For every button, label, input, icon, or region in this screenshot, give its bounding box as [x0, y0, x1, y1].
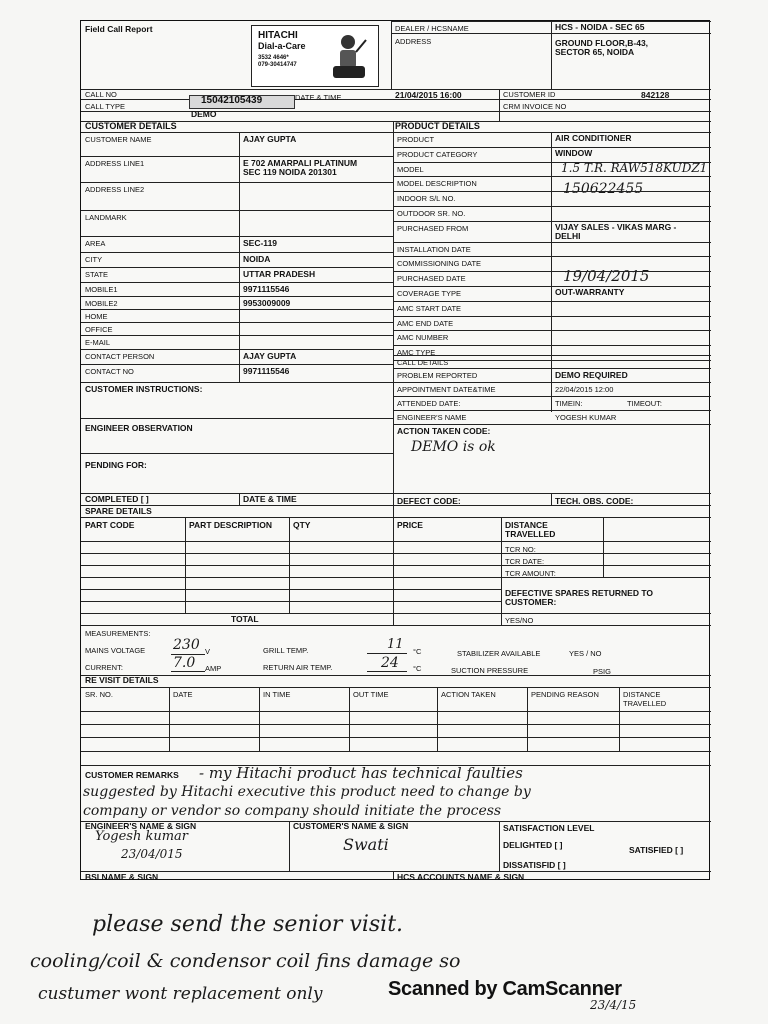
grill-temp-unit: °C — [413, 647, 422, 656]
customer-customer-name-value: AJAY GUPTA — [243, 134, 297, 144]
revisit-header-travelled: TRAVELLED — [623, 699, 667, 708]
remarks-line-2: suggested by Hitachi executive this product need to change by — [83, 784, 531, 800]
customer-city-value: NOIDA — [243, 254, 271, 264]
form-title: Field Call Report — [85, 24, 153, 34]
product-installation-date-label: INSTALLATION DATE — [397, 244, 471, 254]
spare-details-title: SPARE DETAILS — [85, 506, 152, 516]
return-air-temp-label: RETURN AIR TEMP. — [263, 663, 333, 672]
attended-date-label: ATTENDED DATE: — [397, 399, 461, 408]
logo-phone-2: 079-30414747 — [258, 62, 297, 68]
remarks-line-1: - my Hitachi product has technical faulties — [199, 764, 523, 782]
call-type-label: CALL TYPE — [85, 102, 126, 111]
delighted-checkbox[interactable]: DELIGHTED [ ] — [503, 840, 563, 850]
revisit-header-in-time: IN TIME — [263, 690, 291, 699]
revisit-header-pending-reason: PENDING REASON — [531, 690, 599, 699]
defective-yes-no[interactable]: YES/NO — [505, 616, 534, 625]
technician-mascot-icon — [328, 32, 370, 82]
customer-state-value: UTTAR PRADESH — [243, 269, 316, 279]
grill-temp-label: GRILL TEMP. — [263, 646, 309, 655]
spare-header-price: PRICE — [397, 520, 423, 530]
hcs-accounts-sign-label: HCS ACCOUNTS NAME & SIGN — [397, 872, 525, 882]
customer-landmark-label: LANDMARK — [85, 213, 127, 222]
customer-area-value: SEC-119 — [243, 238, 278, 248]
customer-address-line2-label: ADDRESS LINE2 — [85, 185, 145, 194]
customer-id-label: CUSTOMER ID — [503, 90, 556, 99]
date-time-value: 21/04/2015 16:00 — [395, 90, 462, 100]
product-purchased-from-value-2: DELHI — [555, 230, 581, 241]
customer-mobile1-label: MOBILE1 — [85, 285, 118, 294]
tech-obs-code-label: TECH. OBS. CODE: — [555, 496, 634, 506]
mains-voltage-unit: V — [205, 647, 211, 656]
product-amc-start-date-label: AMC START DATE — [397, 303, 462, 313]
tcr-date-label: TCR DATE: — [505, 557, 545, 566]
camscanner-watermark: Scanned by CamScanner — [388, 978, 622, 1000]
engineer-name-label: ENGINEER'S NAME — [397, 413, 467, 422]
spare-total-label: TOTAL — [231, 614, 259, 624]
product-product-category-label: PRODUCT CATEGORY — [397, 149, 478, 159]
customer-office-label: OFFICE — [85, 325, 113, 334]
engineer-sign-date: 23/04/015 — [121, 847, 183, 861]
product-purchased-from-label: PURCHASED FROM — [397, 223, 469, 233]
action-taken-label: ACTION TAKEN CODE: — [397, 426, 491, 436]
customer-contact-no-label: CONTACT NO — [85, 367, 134, 376]
revisit-header-date: DATE — [173, 690, 193, 699]
completed-date-time-label: DATE & TIME — [243, 494, 297, 504]
date-time-label: DATE & TIME — [295, 93, 342, 102]
product-product-category-value: WINDOW — [555, 147, 593, 158]
logo-service: Dial-a-Care — [258, 41, 306, 51]
satisfaction-level-label: SATISFACTION LEVEL — [503, 823, 595, 833]
hitachi-logo-box — [251, 25, 379, 87]
address-line-2: SECTOR 65, NOIDA — [555, 47, 635, 57]
revisit-title: RE VISIT DETAILS — [85, 675, 159, 685]
product-section-title: PRODUCT DETAILS — [395, 121, 480, 131]
defective-spares-label-2: CUSTOMER: — [505, 597, 557, 607]
product-product-value: AIR CONDITIONER — [555, 133, 632, 143]
bottom-note-line-1: please send the senior visit. — [92, 912, 404, 937]
customer-remarks-label: CUSTOMER REMARKS — [85, 770, 179, 780]
product-purchased-from-value: VIJAY SALES - VIKAS MARG - — [555, 221, 677, 232]
current-label: CURRENT: — [85, 663, 123, 672]
defect-code-label: DEFECT CODE: — [397, 496, 461, 506]
completed-checkbox[interactable]: COMPLETED [ ] — [85, 494, 149, 504]
customer-contact-person-value: AJAY GUPTA — [243, 351, 297, 361]
mains-voltage-label: MAINS VOLTAGE — [85, 646, 146, 655]
dealer-label: DEALER / HCSNAME — [395, 24, 469, 33]
spare-header-part-description: PART DESCRIPTION — [189, 520, 272, 530]
product-product-label: PRODUCT — [397, 135, 435, 144]
grill-temp-value: 11 — [387, 637, 404, 652]
revisit-header-distance: DISTANCE — [623, 690, 661, 699]
handwritten-serial: 150622455 — [563, 181, 644, 197]
call-no-label: CALL NO — [85, 90, 117, 99]
return-air-temp-unit: °C — [413, 664, 422, 673]
logo-brand: HITACHI — [258, 30, 298, 41]
handwritten-model: 1.5 T.R. RAW518KUDZ1 — [561, 161, 708, 175]
defective-spares-label-1: DEFECTIVE SPARES RETURNED TO — [505, 588, 653, 598]
customer-city-label: CITY — [85, 255, 103, 264]
stabilizer-value[interactable]: YES / NO — [569, 649, 602, 658]
measurements-title: MEASUREMENTS: — [85, 629, 151, 638]
tcr-no-label: TCR NO: — [505, 545, 536, 554]
suction-pressure-unit: PSIG — [593, 667, 611, 676]
product-model-description-label: MODEL DESCRIPTION — [397, 179, 477, 189]
call-type-value: DEMO — [191, 109, 217, 119]
product-outdoor-sr-no-label: OUTDOOR SR. NO. — [397, 209, 466, 218]
address-line-1: GROUND FLOOR,B-43, — [555, 38, 649, 48]
customer-mobile2-value: 9953009009 — [243, 298, 291, 308]
customer-section-title: CUSTOMER DETAILS — [85, 121, 177, 131]
revisit-header-action-taken: ACTION TAKEN — [441, 690, 496, 699]
crm-invoice-label: CRM INVOICE NO — [503, 102, 567, 111]
return-air-temp-value: 24 — [381, 655, 399, 671]
engineer-observation-label: ENGINEER OBSERVATION — [85, 423, 193, 433]
customer-state-label: STATE — [85, 270, 109, 279]
customer-signature: Swati — [343, 835, 389, 854]
current-value: 7.0 — [173, 655, 196, 671]
mains-voltage-value: 230 — [173, 637, 200, 653]
spare-header-part-code: PART CODE — [85, 520, 135, 530]
appointment-label: APPOINTMENT DATE&TIME — [397, 385, 496, 394]
logo-phone-1: 3532 4646* — [258, 55, 289, 61]
customer-instructions-label: CUSTOMER INSTRUCTIONS: — [85, 384, 203, 394]
customer-address-line1-label: ADDRESS LINE1 — [85, 159, 145, 168]
engineer-sign-label: ENGINEER'S NAME & SIGN — [85, 821, 197, 831]
call-no-value: 15042105439 — [201, 95, 263, 106]
field-call-report-form — [80, 20, 710, 880]
product-purchased-date-label: PURCHASED DATE — [397, 274, 466, 284]
address-label: ADDRESS — [395, 37, 432, 46]
remarks-line-3: company or vendor so company should initiate the process — [83, 803, 502, 819]
appointment-value: 22/04/2015 12:00 — [555, 385, 614, 394]
handwritten-purchase-date: 19/04/2015 — [563, 267, 650, 285]
bottom-note-date: 23/4/15 — [590, 998, 637, 1012]
handwritten-action: DEMO is ok — [411, 439, 496, 455]
product-coverage-type-value: OUT-WARRANTY — [555, 287, 625, 297]
dissatisfied-checkbox[interactable]: DISSATISFID [ ] — [503, 860, 566, 870]
revisit-header-sr-no: SR. NO. — [85, 690, 113, 699]
customer-home-label: HOME — [85, 312, 108, 321]
customer-area-label: AREA — [85, 239, 106, 248]
bottom-note-line-3: custumer wont replacement only — [38, 984, 323, 1004]
tcr-amount-label: TCR AMOUNT: — [505, 569, 556, 578]
problem-reported-value: DEMO REQUIRED — [555, 370, 628, 380]
product-indoor-s-l-no-label: INDOOR S/L NO. — [397, 194, 456, 204]
distance-label-1: DISTANCE — [505, 520, 548, 530]
product-coverage-type-label: COVERAGE TYPE — [397, 289, 462, 298]
engineer-signature: Yogesh kumar — [95, 829, 189, 844]
revisit-header-out-time: OUT TIME — [353, 690, 389, 699]
product-amc-type-label: AMC TYPE — [397, 348, 436, 358]
customer-address-line1-value-2: SEC 119 NOIDA 201301 — [243, 167, 337, 177]
dealer-value: HCS - NOIDA - SEC 65 — [555, 22, 645, 32]
customer-contact-person-label: CONTACT PERSON — [85, 352, 155, 361]
distance-label-2: TRAVELLED — [505, 529, 556, 539]
current-unit: AMP — [205, 664, 222, 673]
product-commissioning-date-label: COMMISSIONING DATE — [397, 259, 482, 269]
timein-label: TIMEIN: — [555, 399, 583, 408]
engineer-name-value: YOGESH KUMAR — [555, 413, 617, 422]
customer-contact-no-value: 9971115546 — [243, 366, 290, 376]
customer-id-value: 842128 — [641, 90, 670, 100]
product-amc-end-date-label: AMC END DATE — [397, 318, 454, 328]
customer-mobile1-value: 9971115546 — [243, 284, 290, 294]
suction-pressure-label: SUCTION PRESSURE — [451, 666, 529, 675]
spare-header-qty: QTY — [293, 520, 311, 530]
product-amc-number-label: AMC NUMBER — [397, 333, 449, 343]
bottom-note-line-2: cooling/coil & condensor coil fins damage so — [30, 950, 461, 972]
timeout-label: TIMEOUT: — [627, 399, 662, 408]
customer-e-mail-label: E-MAIL — [85, 338, 111, 347]
bsi-sign-label: BSI NAME & SIGN — [85, 872, 159, 882]
stabilizer-label: STABILIZER AVAILABLE — [457, 649, 541, 658]
customer-address-line1-value: E 702 AMARPALI PLATINUM — [243, 158, 358, 168]
call-details-title: CALL DETAILS — [397, 358, 449, 367]
customer-mobile2-label: MOBILE2 — [85, 299, 118, 308]
satisfied-checkbox[interactable]: SATISFIED [ ] — [629, 845, 684, 855]
customer-sign-label: CUSTOMER'S NAME & SIGN — [293, 821, 409, 831]
pending-for-label: PENDING FOR: — [85, 460, 147, 470]
customer-customer-name-label: CUSTOMER NAME — [85, 135, 152, 144]
problem-reported-label: PROBLEM REPORTED — [397, 371, 478, 380]
product-model-label: MODEL — [397, 164, 424, 174]
